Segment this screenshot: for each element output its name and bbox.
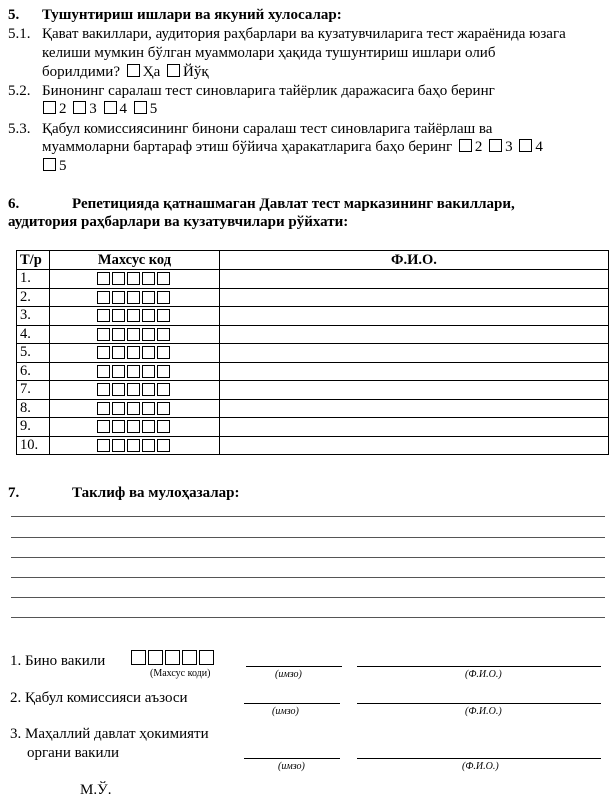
- code-digit-box[interactable]: [157, 309, 170, 322]
- signer1-sign-caption: (имзо): [275, 669, 302, 680]
- q53-line3: [40, 158, 67, 175]
- row-number: 1.: [17, 270, 50, 289]
- code-digit-box[interactable]: [127, 346, 140, 359]
- staff-table: [16, 250, 609, 455]
- code-digit-box[interactable]: [142, 309, 155, 322]
- q51-question-end: борилдими?: [42, 64, 120, 80]
- table-row: [17, 344, 609, 363]
- signer2-fio-caption: (Ф.И.О.): [465, 706, 502, 717]
- code-digit-box[interactable]: [127, 439, 140, 452]
- code-digit-box[interactable]: [112, 346, 125, 359]
- code-digit-box[interactable]: [97, 346, 110, 359]
- code-digit-box[interactable]: [112, 439, 125, 452]
- q53-label-2: 2: [474, 139, 483, 155]
- row-fio-cell[interactable]: [220, 436, 609, 455]
- q51-number: 5.1.: [8, 26, 31, 42]
- code-digit-box[interactable]: [142, 272, 155, 285]
- comment-line-2[interactable]: [11, 537, 605, 538]
- signer3-label-line1: 3. Маҳаллий давлат ҳокимияти: [10, 726, 209, 742]
- stamp-place: М.Ў.: [80, 782, 112, 798]
- signer1-label: 1. Бино вакили: [10, 653, 106, 669]
- q52-checkbox-3[interactable]: [73, 101, 86, 114]
- header-number: Т/р: [17, 251, 50, 270]
- signer1-code-boxes[interactable]: [131, 650, 216, 665]
- q51-no-label: Йўқ: [182, 64, 209, 80]
- q51-no-checkbox[interactable]: [167, 64, 180, 77]
- signer1-sign-line[interactable]: [246, 666, 342, 667]
- code-digit-box[interactable]: [112, 272, 125, 285]
- code-digit-box[interactable]: [97, 383, 110, 396]
- row-number: 2.: [17, 288, 50, 307]
- table-row: [17, 325, 609, 344]
- row-code-boxes[interactable]: [50, 436, 220, 455]
- signer1-fio-line[interactable]: [357, 666, 601, 667]
- q52-options: [40, 101, 157, 118]
- code-digit-box[interactable]: [112, 291, 125, 304]
- signer1-code-caption: (Махсус коди): [150, 668, 211, 679]
- section5-title: Тушунтириш ишлари ва якуний хулосалар:: [42, 7, 342, 23]
- row-code-boxes[interactable]: [50, 362, 220, 381]
- table-row: [17, 270, 609, 289]
- row-code-boxes[interactable]: [50, 307, 220, 326]
- code-digit-box[interactable]: [127, 309, 140, 322]
- comment-line-6[interactable]: [11, 617, 605, 618]
- section6-title-line1: Репетицияда қатнашмаган Давлат тест марказининг вакиллари,: [72, 196, 515, 212]
- row-code-boxes[interactable]: [50, 288, 220, 307]
- code-digit-box[interactable]: [97, 439, 110, 452]
- row-fio-cell[interactable]: [220, 418, 609, 437]
- q52-label-5: 5: [149, 101, 158, 117]
- section6-number: 6.: [8, 196, 20, 212]
- q53-question-end: муаммоларни бартараф этиш бўйича ҳаракатларига баҳо беринг: [42, 139, 453, 155]
- code-digit-box[interactable]: [112, 420, 125, 433]
- signer2-fio-line[interactable]: [357, 703, 601, 704]
- row-fio-cell[interactable]: [220, 344, 609, 363]
- code-digit-box[interactable]: [157, 272, 170, 285]
- row-number: 10.: [17, 436, 50, 455]
- code-digit-box[interactable]: [127, 328, 140, 341]
- code-digit-box[interactable]: [97, 272, 110, 285]
- code-digit-box[interactable]: [157, 346, 170, 359]
- row-fio-cell[interactable]: [220, 381, 609, 400]
- row-code-boxes[interactable]: [50, 325, 220, 344]
- comment-line-3[interactable]: [11, 557, 605, 558]
- signer3-sign-line[interactable]: [244, 758, 340, 759]
- q53-checkbox-2[interactable]: [459, 139, 472, 152]
- row-fio-cell[interactable]: [220, 399, 609, 418]
- q53-label-3: 3: [505, 139, 513, 155]
- row-code-boxes[interactable]: [50, 418, 220, 437]
- code-digit-box[interactable]: [142, 328, 155, 341]
- code-digit-box[interactable]: [142, 383, 155, 396]
- signer1-fio-caption: (Ф.И.О.): [465, 669, 502, 680]
- table-row: [17, 362, 609, 381]
- code-digit-box[interactable]: [97, 328, 110, 341]
- code-digit-box[interactable]: [142, 439, 155, 452]
- code-digit-box[interactable]: [97, 291, 110, 304]
- q53-checkbox-3[interactable]: [489, 139, 502, 152]
- code-digit-box[interactable]: [127, 272, 140, 285]
- comment-line-1[interactable]: [11, 516, 605, 517]
- q53-line2: [42, 139, 543, 156]
- code-digit-box[interactable]: [157, 420, 170, 433]
- q51-line1: Қават вакиллари, аудитория раҳбарлари ва кузатувчиларига тест жараёнида юзага: [42, 26, 566, 42]
- header-fio: Ф.И.О.: [220, 251, 609, 270]
- code-digit-box[interactable]: [97, 365, 110, 378]
- code-digit-box[interactable]: [127, 383, 140, 396]
- q53-label-4: 4: [535, 139, 543, 155]
- section6-title-line2: аудитория раҳбарлари ва кузатувчилари рўйхати:: [8, 214, 349, 230]
- q53-checkbox-5[interactable]: [43, 158, 56, 171]
- code-digit-box[interactable]: [112, 402, 125, 415]
- row-number: 4.: [17, 325, 50, 344]
- code-digit-box[interactable]: [157, 439, 170, 452]
- q52-checkbox-4[interactable]: [104, 101, 117, 114]
- code-digit-box[interactable]: [142, 291, 155, 304]
- code-digit-box[interactable]: [157, 383, 170, 396]
- q51-yes-checkbox[interactable]: [127, 64, 140, 77]
- code-digit-box[interactable]: [127, 420, 140, 433]
- q52-label-2: 2: [59, 101, 67, 117]
- code-digit-box[interactable]: [142, 402, 155, 415]
- row-fio-cell[interactable]: [220, 307, 609, 326]
- comment-line-4[interactable]: [11, 577, 605, 578]
- row-code-boxes[interactable]: [50, 270, 220, 289]
- signer2-label: 2. Қабул комиссияси аъзоси: [10, 690, 188, 706]
- row-number: 7.: [17, 381, 50, 400]
- header-code: Махсус код: [50, 251, 220, 270]
- table-row: [17, 307, 609, 326]
- q53-label-5: 5: [59, 158, 67, 174]
- q52-line1: Бинонинг саралаш тест синовларига тайёрлик даражасига баҳо беринг: [42, 83, 495, 99]
- code-digit-box[interactable]: [157, 402, 170, 415]
- table-row: [17, 436, 609, 455]
- code-digit-box[interactable]: [127, 365, 140, 378]
- comment-line-5[interactable]: [11, 597, 605, 598]
- code-digit-box[interactable]: [157, 291, 170, 304]
- q51-line3: [42, 64, 209, 81]
- section5-number: 5.: [8, 7, 20, 23]
- code-digit-box[interactable]: [112, 365, 125, 378]
- signer3-fio-caption: (Ф.И.О.): [462, 761, 499, 772]
- signer2-sign-caption: (имзо): [272, 706, 299, 717]
- code-digit-box[interactable]: [112, 309, 125, 322]
- table-row: [17, 381, 609, 400]
- q51-line2: келиши мумкин бўлган муаммолари ҳақида тушунтириш ишлари олиб: [42, 45, 496, 61]
- row-number: 3.: [17, 307, 50, 326]
- code-digit-box[interactable]: [142, 346, 155, 359]
- code-digit-box[interactable]: [142, 365, 155, 378]
- code-digit-box[interactable]: [97, 420, 110, 433]
- row-fio-cell[interactable]: [220, 270, 609, 289]
- code-digit-box[interactable]: [127, 291, 140, 304]
- row-fio-cell[interactable]: [220, 288, 609, 307]
- table-header-row: [17, 251, 609, 270]
- code-digit-box[interactable]: [142, 420, 155, 433]
- q52-checkbox-5[interactable]: [134, 101, 147, 114]
- q53-number: 5.3.: [8, 121, 31, 137]
- signer2-sign-line[interactable]: [244, 703, 340, 704]
- q53-line1: Қабул комиссиясининг бинони саралаш тест синовларига тайёрлаш ва: [42, 121, 493, 137]
- code-digit-box[interactable]: [112, 328, 125, 341]
- q52-checkbox-2[interactable]: [43, 101, 56, 114]
- code-digit-box[interactable]: [157, 365, 170, 378]
- row-fio-cell[interactable]: [220, 325, 609, 344]
- table-row: [17, 418, 609, 437]
- q52-label-3: 3: [89, 101, 97, 117]
- table-row: [17, 399, 609, 418]
- q52-label-4: 4: [119, 101, 127, 117]
- section7-title: Таклиф ва мулоҳазалар:: [72, 485, 240, 501]
- row-number: 6.: [17, 362, 50, 381]
- code-digit-box[interactable]: [97, 402, 110, 415]
- code-digit-box[interactable]: [127, 402, 140, 415]
- code-digit-box[interactable]: [157, 328, 170, 341]
- row-code-boxes[interactable]: [50, 381, 220, 400]
- row-number: 9.: [17, 418, 50, 437]
- signer3-fio-line[interactable]: [357, 758, 601, 759]
- row-code-boxes[interactable]: [50, 399, 220, 418]
- code-digit-box[interactable]: [97, 309, 110, 322]
- row-fio-cell[interactable]: [220, 362, 609, 381]
- table-row: [17, 288, 609, 307]
- q51-yes-label: Ҳа: [142, 64, 161, 80]
- signer3-label-line2: органи вакили: [27, 745, 119, 761]
- section7-number: 7.: [8, 485, 20, 501]
- signer3-sign-caption: (имзо): [278, 761, 305, 772]
- row-number: 8.: [17, 399, 50, 418]
- row-code-boxes[interactable]: [50, 344, 220, 363]
- q52-number: 5.2.: [8, 83, 31, 99]
- q53-checkbox-4[interactable]: [519, 139, 532, 152]
- row-number: 5.: [17, 344, 50, 363]
- code-digit-box[interactable]: [112, 383, 125, 396]
